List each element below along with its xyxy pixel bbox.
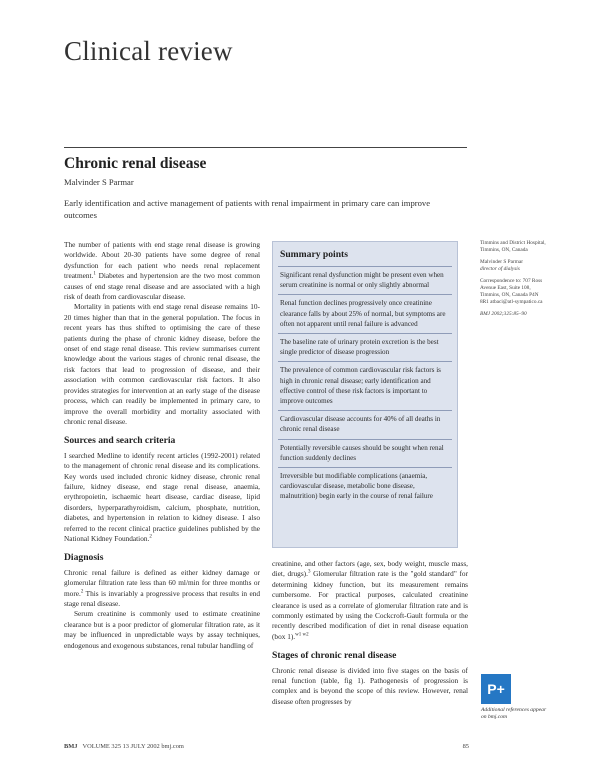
correspondence: Correspondence to: 707 Ross Avenue East, Suite 108, Timmins, ON, Canada P4N 8R1 atbaci@atl-sympatico.ca (480, 278, 543, 305)
top-rule (64, 147, 467, 148)
summary-item: The baseline rate of urinary protein excretion is the best single predictor of disease progression (278, 333, 452, 361)
summary-item: Cardiovascular disease accounts for 40% of all deaths in chronic renal disease (278, 410, 452, 438)
summary-title: Summary points (280, 249, 348, 260)
summary-item: Significant renal dysfunction might be present even when serum creatinine is normal or only slightly abnormal (278, 266, 452, 294)
web-extra-note: Additional references appear on bmj.com (481, 707, 547, 720)
sources-heading: Sources and search criteria (64, 435, 176, 447)
page-number: 85 (462, 743, 469, 750)
section-label: Clinical review (64, 36, 233, 66)
sources-paragraph: I searched Medline to identify recent articles (1992-2001) related to the management of chronic renal disease and its complications. Key words used included chronic kidney disease, chronic renal failure, kidney disease, end stage renal disease, anaemia, erythropoietin, ischaemic heart disease, cardiac disease, lipid disorders, hyperparathyroidism, calcium, phosphate, nutrition, diabetes, and hypertension in relation to kidney disease. I also referred to the recent clinical practice guidelines published by the National Kidney Foundation.$^2$ (64, 450, 260, 543)
summary-item: Irreversible but modifiable complications (anaemia, cardiovascular disease, metabolic bone disease, malnutrition) begin early in the course of renal failure (278, 467, 452, 506)
continuation-paragraph: creatinine, and other factors (age, sex, body weight, muscle mass, diet, drugs).$^3$ Glomerular filtration rate is the "gold standard" for determining kidney function, but its measurement remains cumbersome. For practical purposes, calculated creatinine clearance is used as a correlate of glomerular filtration rate and is commonly estimated by using the Cockcroft-Gault formula or the recently described modification of diet in renal disease equation (box 1).$^{w1 w2}$ (272, 559, 469, 641)
intro-paragraph-1: The number of patients with end stage renal disease is growing worldwide. About 20-30 patients have some degree of renal dysfunction for each patient who needs renal replacement treatment.$^1$ Diabetes and hypertension are the two most common causes of end stage renal disease and are associated with a high risk of death from cardiovascular disease. (64, 240, 260, 302)
stages-paragraph: Chronic renal disease is divided into five stages on the basis of renal function (table, fig 1). Pathogenesis of progression is complex and is beyond the scope of this review. However, renal disease often progresses by (272, 665, 468, 706)
standfirst: Early identification and active management of patients with renal impairment in primary care can improve outcomes (64, 198, 431, 220)
stages-heading: Stages of chronic renal disease (272, 650, 397, 662)
author-byline: Malvinder S Parmar (64, 177, 134, 187)
summary-points-box (272, 241, 458, 548)
summary-item: Potentially reversible causes should be sought when renal function suddenly declines (278, 439, 452, 467)
diagnosis-paragraph-1: Chronic renal failure is defined as either kidney damage or glomerular filtration rate less than 60 ml/min for three months or more.$^2$ This is invariably a progressive process that results in end stage renal disease. (64, 567, 260, 608)
diagnosis-heading: Diagnosis (64, 552, 104, 564)
reference-mark: 3 (307, 569, 311, 575)
diagnosis-paragraph-2: Serum creatinine is commonly used to estimate creatinine clearance but is a poor predictor of glomerular filtration rate, as it may be influenced in unpredictable ways by assay techniques, endogenous and exogenous substances, renal tubular handling of (64, 609, 260, 650)
reference-mark: 2 (149, 534, 152, 540)
body-column-left (64, 240, 260, 651)
footer-journal: BMJ (64, 743, 78, 750)
reference-mark: 1 (93, 271, 96, 277)
web-extra-logo-text: P+ (487, 681, 505, 697)
reference-mark: 2 (80, 589, 84, 595)
reference-mark: w1 w2 (295, 632, 309, 638)
footer-issue: VOLUME 325 13 JULY 2002 bmj.com (82, 743, 184, 750)
affiliation: Timmins and District Hospital, Timmins, ON, Canada (480, 240, 546, 253)
page-footer (64, 743, 469, 750)
author-sidebar (480, 240, 546, 323)
body-column-right (272, 559, 468, 707)
citation: BMJ 2002;325:85–90 (480, 311, 527, 317)
summary-item: The prevalence of common cardiovascular risk factors is high in chronic renal disease; early identification and effective control of these risk factors is important to improve outcomes (278, 361, 452, 410)
intro-paragraph-2: Mortality in patients with end stage renal disease remains 10-20 times higher than that in the general population. The focus in recent years has thus shifted to optimising the care of these patients during the phase of chronic kidney disease, before the onset of end stage renal disease. This review summarises current knowledge about the various stages of chronic renal disease, the risk factors that lead to progression of disease, and their association with common cardiovascular risk factors. It also provides strategies for intervention at an early stage of the disease process, which can readily be implemented in primary care, to improve the overall morbidity and mortality associated with chronic renal disease. (64, 302, 260, 426)
summary-item: Renal function declines progressively once creatinine clearance falls by about 25% of normal, but symptoms are often not apparent until renal failure is advanced (278, 294, 452, 333)
article-title: Chronic renal disease (64, 155, 207, 172)
sidebar-author: Malvinder S Parmar director of dialysis (480, 259, 523, 272)
